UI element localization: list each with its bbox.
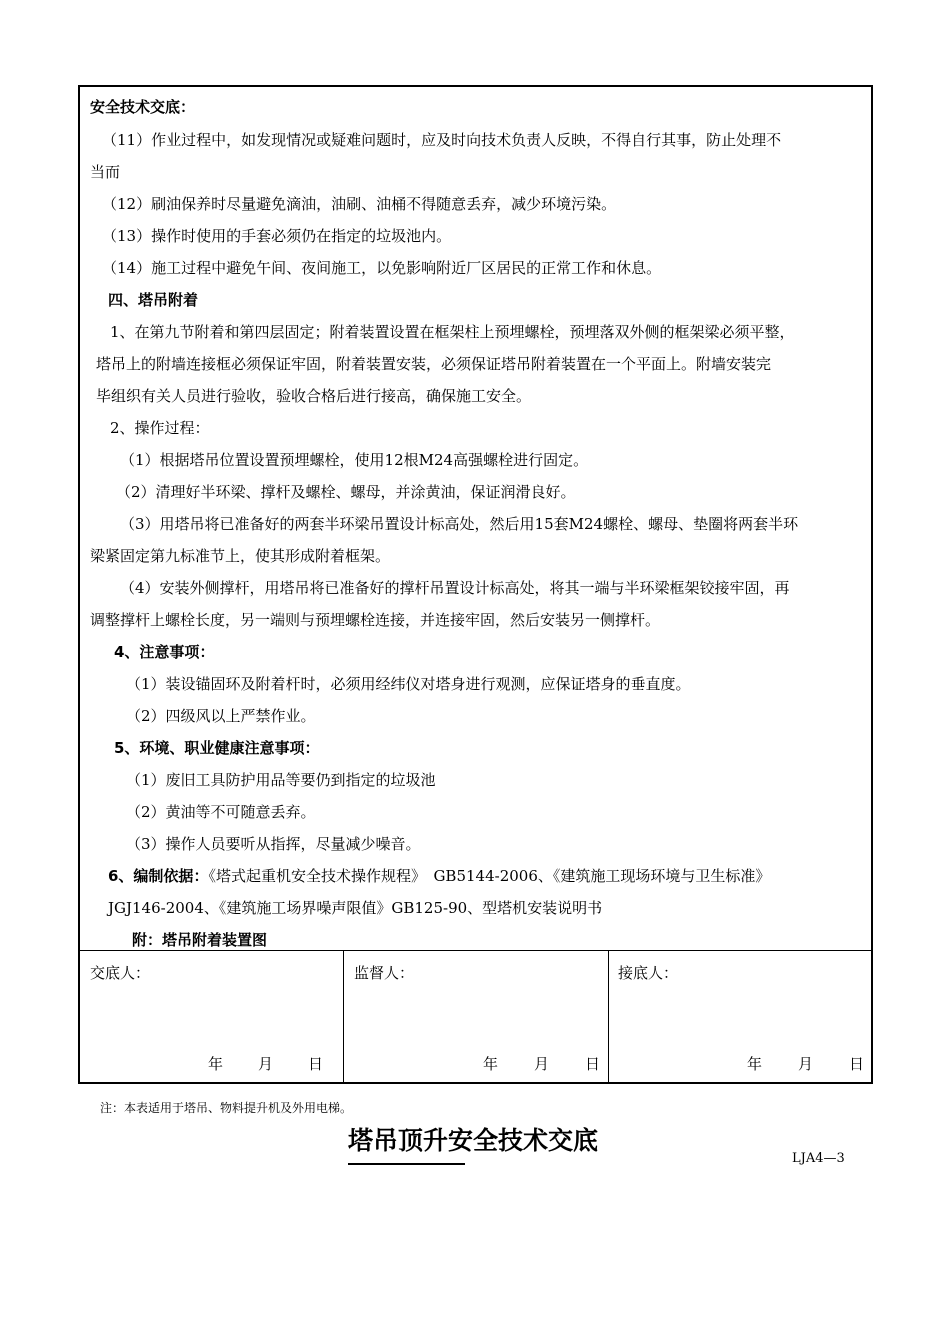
discloser-year: 年 <box>208 1055 224 1073</box>
basis-line-1 <box>108 866 871 886</box>
item-12: （12）刷油保养时尽量避免滴油，油刷、油桶不得随意丢弃，减少环境污染。 <box>102 195 617 213</box>
step-4-line-2: 调整撑杆上螺栓长度，另一端则与预埋螺栓连接，并连接牢固，然后安装另一侧撑杆。 <box>90 611 661 629</box>
supervisor-year: 年 <box>483 1055 499 1073</box>
step-4-line-1: （4）安装外侧撑杆，用塔吊将已准备好的撑杆吊置设计标高处，将其一端与半环梁框架铰接牢固，再 <box>120 579 790 597</box>
env-title: 5、环境、职业健康注意事项： <box>114 739 320 757</box>
operation-title: 2、操作过程： <box>110 419 210 437</box>
discloser-label: 交底人： <box>90 964 151 982</box>
attachment-note: 附：塔吊附着装置图 <box>132 931 268 949</box>
receiver-label: 接底人： <box>618 964 679 982</box>
disclosure-form <box>78 85 873 1084</box>
step-1: （1）根据塔吊位置设置预埋螺栓，使用12根M24高强螺栓进行固定。 <box>120 451 589 469</box>
footnote: 注：本表适用于塔吊、物料提升机及外用电梯。 <box>100 1101 353 1115</box>
env-2: （2）黄油等不可随意丢弃。 <box>126 803 316 821</box>
supervisor-label: 监督人： <box>354 964 415 982</box>
receiver-year: 年 <box>747 1055 763 1073</box>
item-11-line-2: 当而 <box>90 163 121 181</box>
discloser-month: 月 <box>258 1055 274 1073</box>
supervisor-day: 日 <box>585 1055 601 1073</box>
signature-divider <box>80 950 871 951</box>
section-4-para-1: 1、在第九节附着和第四层固定；附着装置设置在框架柱上预埋螺栓，预埋落双外侧的框架梁必须平整， <box>110 323 795 341</box>
receiver-month: 月 <box>798 1055 814 1073</box>
item-11-line-1: （11）作业过程中，如发现情况或疑难问题时，应及时向技术负责人反映，不得自行其事，防止处理不 <box>102 131 782 149</box>
notice-1: （1）装设锚固环及附着杆时，必须用经纬仪对塔身进行观测，应保证塔身的垂直度。 <box>126 675 691 693</box>
basis-text-1: 《塔式起重机安全技术操作规程》 GB5144-2006、《建筑施工现场环境与卫生标准》 <box>208 867 771 885</box>
env-3: （3）操作人员要听从指挥，尽量减少噪音。 <box>126 835 421 853</box>
item-13: （13）操作时使用的手套必须仍在指定的垃圾池内。 <box>102 227 452 245</box>
basis-label: 6、编制依据： <box>108 867 209 885</box>
item-14: （14）施工过程中避免午间、夜间施工，以免影响附近厂区居民的正常工作和休息。 <box>102 259 662 277</box>
section-4-title: 四、塔吊附着 <box>108 291 199 309</box>
heading: 安全技术交底： <box>90 98 196 116</box>
next-form-title: 塔吊顶升安全技术交底 <box>348 1126 599 1155</box>
section-4-para-3: 毕组织有关人员进行验收，验收合格后进行接高，确保施工安全。 <box>96 387 532 405</box>
signature-column-divider-1 <box>343 950 344 1082</box>
env-1: （1）废旧工具防护用品等要仍到指定的垃圾池 <box>126 771 436 789</box>
step-2: （2）清理好半环梁、撑杆及螺栓、螺母，并涂黄油，保证润滑良好。 <box>116 483 576 501</box>
basis-text-2: JGJ146-2004、《建筑施工场界噪声限值》GB125-90、型塔机安装说明书 <box>108 899 603 917</box>
section-4-para-2: 塔吊上的附墙连接框必须保证牢固，附着装置安装，必须保证塔吊附着装置在一个平面上。附墙安装完 <box>96 355 772 373</box>
notice-title: 4、注意事项： <box>114 643 215 661</box>
receiver-day: 日 <box>849 1055 865 1073</box>
notice-2: （2）四级风以上严禁作业。 <box>126 707 316 725</box>
signature-column-divider-2 <box>608 950 609 1082</box>
title-underline <box>348 1163 465 1165</box>
step-3-line-2: 梁紧固定第九标准节上，使其形成附着框架。 <box>90 547 391 565</box>
discloser-day: 日 <box>308 1055 324 1073</box>
form-code: LJA4—3 <box>792 1151 845 1166</box>
supervisor-month: 月 <box>534 1055 550 1073</box>
step-3-line-1: （3）用塔吊将已准备好的两套半环梁吊置设计标高处，然后用15套M24螺栓、螺母、垫圈将两套半环 <box>120 515 799 533</box>
